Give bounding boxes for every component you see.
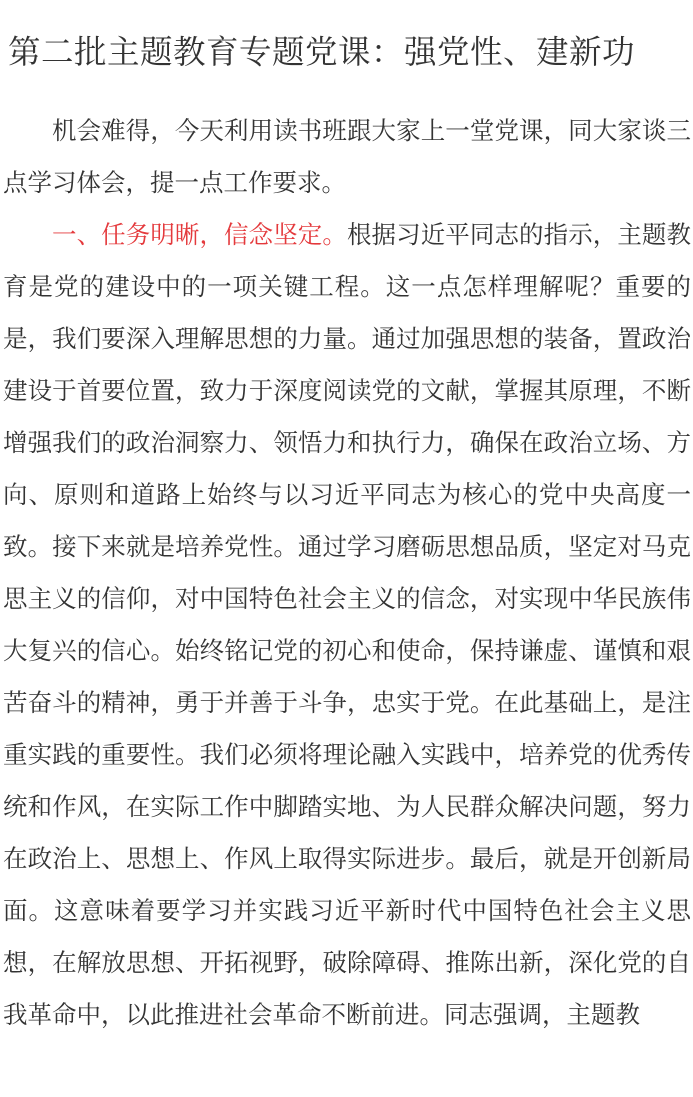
article-title: 第二批主题教育专题党课：强党性、建新功 — [8, 33, 636, 71]
section-heading: 一、任务明晰，信念坚定。 — [52, 220, 347, 249]
article-body — [3, 105, 691, 1041]
intro-paragraph: 机会难得，今天利用读书班跟大家上一堂党课，同大家谈三点学习体会，提一点工作要求。 — [3, 116, 691, 197]
section-paragraph — [3, 209, 691, 1041]
section-body-text: 根据习近平同志的指示，主题教育是党的建设中的一项关键工程。这一点怎样理解呢？重要的是，我们要深入理解思想的力量。通过加强思想的装备，置政治建设于首要位置，致力于深度阅读党的文献，掌握其原理，不断增强我们的政治洞察力、领悟力和执行力，确保在政治立场、方向、原则和道路上始终与以习近平同志为核心的党中央高度一致。接下来就是培养党性。通过学习磨砺思想品质，坚定对马克思主义的信仰，对中国特色社会主义的信念，对实现中华民族伟大复兴的信心。始终铭记党的初心和使命，保持谦虚、谨慎和艰苦奋斗的精神，勇于并善于斗争，忠实于党。在此基础上，是注重实践的重要性。我们必须将理论融入实践中，培养党的优秀传统和作风，在实际工作中脚踏实地、为人民群众解决问题，努力在政治上、思想上、作风上取得实际进步。最后，就是开创新局面。这意味着要学习并实践习近平新时代中国特色社会主义思想，在解放思想、开拓视野，破除障碍、推陈出新，深化党的自我革命中，以此推进社会革命不断前进。同志强调，主题教 — [3, 220, 692, 1029]
